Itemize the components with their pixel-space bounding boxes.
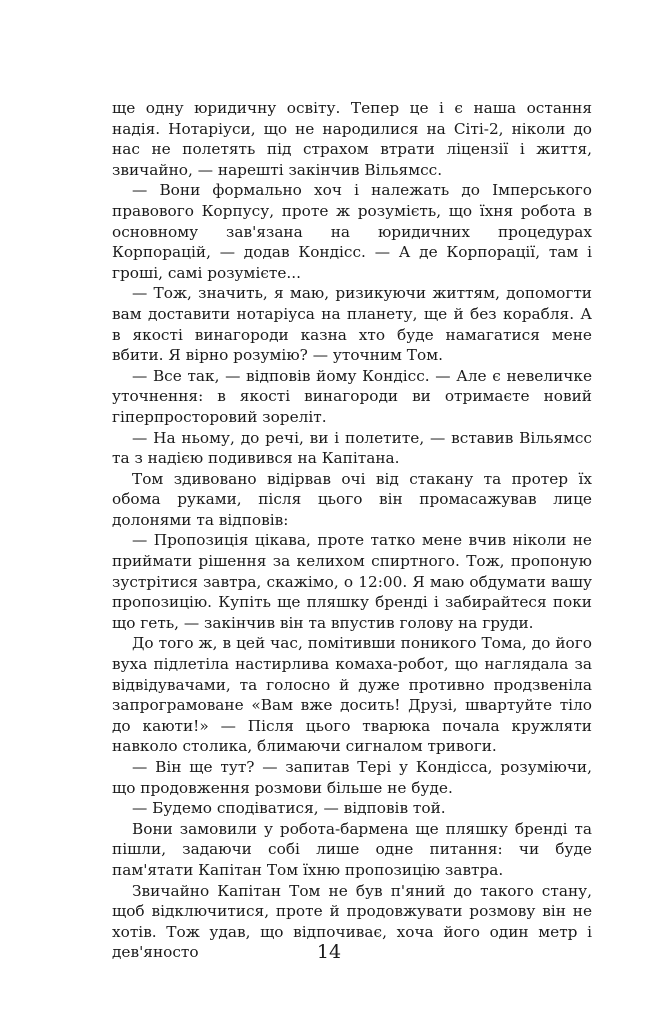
paragraph-12: Звичайно Капітан Том не був п'яний до такого стану, щоб відключитися, проте й продовжувати розмову він не хотів. Тож удав, що відпочиває, хоча його один метр і дев'яносто <box>112 881 592 962</box>
paragraph-2: — Вони формально хоч і належать до Імперського правового Корпусу, проте ж розумієть, що їхня робота в основному зав'язана на юридичних процедурах Корпорацій, — додав Кондісс. — А де Корпорації, там і гроші, самі розумієте... <box>112 181 592 282</box>
paragraph-8: До того ж, в цей час, помітивши поникого Тома, до його вуха підлетіла настирлива комаха-робот, що наглядала за відвідувачами, та голосно й дуже противно продзвеніла запрограмоване «Вам вже досить! Друзі, швартуйте тіло до каюти!» — Після цього тварюка почала кружляти навколо столика, блимаючи сигналом тривоги. <box>112 634 592 756</box>
paragraph-6: Том здивовано відірвав очі від стакану та протер їх обома руками, після цього він промасажував лице долонями та відповів: <box>112 469 592 529</box>
paragraph-9: — Він ще тут? — запитав Тері у Кондісса, розуміючи, що продовження розмови більше не буде. <box>112 758 592 797</box>
paragraph-7: — Пропозиція цікава, проте татко мене вчив ніколи не приймати рішення за келихом спиртного. Тож, пропоную зустрітися завтра, скажімо, о 12:00. Я маю обдумати вашу пропозицію. Купіть ще пляшку бренді і забирайтеся поки що геть, — закінчив він та впустив голову на груди. <box>112 531 592 632</box>
paragraph-11: Вони замовили у робота-бармена ще пляшку бренді та пішли, задаючи собі лише одне питання: чи буде пам'ятати Капітан Том їхню пропозицію завтра. <box>112 819 592 879</box>
page-number: 14 <box>316 941 342 963</box>
paragraph-1: ще одну юридичну освіту. Тепер це і є наша остання надія. Нотаріуси, що не народилися на Сіті-2, ніколи до нас не полетять під страхом втрати ліцензії і життя, звичайно, — нарешті закінчив Вільямсс. <box>112 99 592 179</box>
paragraph-4: — Все так, — відповів йому Кондісс. — Але є невеличке уточнення: в якості винагороди ви отримаєте новий гіперпросторовий зореліт. <box>112 366 592 426</box>
paragraph-5: — На ньому, до речі, ви і полетите, — вставив Вільямсс та з надією подивився на Капітана. <box>112 428 592 468</box>
paragraph-3: — Тож, значить, я маю, ризикуючи життям, допомогти вам доставити нотаріуса на планету, ще й без корабля. А в якості винагороди казна хто буде намагатися мене вбити. Я вірно розумію? — уточним Том. <box>112 284 592 365</box>
body-text <box>112 98 592 963</box>
paragraph-10: — Будемо сподіватися, — відповів той. <box>132 799 446 818</box>
